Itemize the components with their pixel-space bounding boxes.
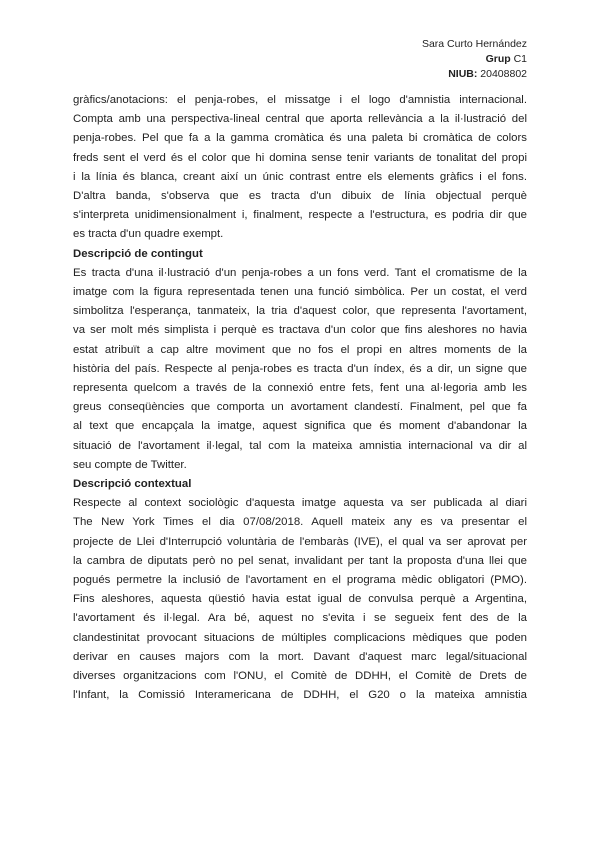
paragraph-contextual-description	[73, 494, 527, 705]
text-line: la cambra de diputats però no pel senat, invalidant per tant la proposta d'una llei que	[73, 554, 527, 567]
text-line: va ser molt més simplista i perquè es tractava d'un color que fins aleshores no havia	[73, 324, 527, 337]
text-line: l'avortament és il·legal. Ara bé, aquest no s'evita i se segueix fent des de la	[73, 612, 527, 625]
text-line: al text que encapçala la imatge, aquest significa que és moment d'abandonar la	[73, 420, 527, 433]
text-line: The New York Times el dia 07/08/2018. Aquell mateix any es va presentar el	[73, 516, 527, 529]
text-line: l'Infant, la Comissió Interamericana de DDHH, el G20 o la mateixa amnistia	[73, 689, 527, 702]
niub-line	[422, 67, 527, 82]
niub-value: 20408802	[477, 68, 527, 80]
group-value: C1	[510, 53, 527, 65]
text-line: Respecte al context sociològic d'aquesta imatge aquesta va ser publicada al diari	[73, 497, 527, 510]
text-line: gràfics/anotacions: el penja-robes, el missatge i el logo d'amnistia internacional.	[73, 94, 527, 106]
text-line: simbolitza l'esperança, tanmateix, la tria d'aquest color, que representa l'avortament,	[73, 305, 527, 318]
text-line: diverses organitzacions com l'ONU, el Comitè de DDHH, el Comitè de Drets de	[73, 670, 527, 683]
text-line: estat atribuït a cap altre moviment que no fos el propi en altres moments de la	[73, 343, 527, 356]
heading-content-description: Descripció de contingut	[73, 247, 203, 260]
text-line: projecte de Llei d'Interrupció voluntària de l'embaràs (IVE), el qual va ser aprovat per	[73, 535, 527, 548]
text-line: Es tracta d'una il·lustració d'un penja-robes a un fons verd. Tant el cromatisme de la	[73, 266, 527, 279]
niub-label: NIUB:	[448, 68, 478, 80]
text-line: clandestinitat provocant situacions de múltiples complicacions mèdiques que poden	[73, 631, 527, 644]
paragraph-content-description	[73, 264, 527, 475]
text-line: penja-robes. Pel que fa a la gamma cromàtica és una paleta bi cromàtica de colors	[73, 132, 527, 145]
paragraph-visual-analysis	[73, 91, 527, 245]
text-line: freds sent el verd és el color que hi domina sense tenir variants de tonalitat del propi	[73, 151, 527, 164]
text-line: seu compte de Twitter.	[73, 458, 187, 471]
text-line: imatge com la figura representada tenen una funció simbòlica. Per un costat, el verd	[73, 286, 527, 299]
page-header	[422, 37, 527, 82]
text-line: Fins aleshores, aquesta qüestió havia estat igual de convulsa perquè a Argentina,	[73, 593, 527, 606]
text-line: derivar en causes majors com la mort. Davant d'aquest marc legal/situacional	[73, 650, 527, 663]
text-line: s'interpreta unidimensionalment i, finalment, respecte a l'estructura, es podria dir que	[73, 209, 527, 222]
text-line: es tracta d'un quadre exempt.	[73, 228, 224, 241]
author-name: Sara Curto Hernández	[421, 38, 527, 50]
text-line: representa quelcom a través de la connexió entre fets, fent una al·legoria amb les	[73, 382, 527, 395]
text-line: Compta amb una perspectiva-lineal central que aporta rellevància a la il·lustració del	[73, 113, 527, 126]
text-line: i la línia és blanca, creant així un únic contrast entre els elements gràfics i el fons.	[73, 170, 527, 183]
group-line	[422, 52, 527, 67]
text-line: història del país. Respecte al penja-robes es tracta d'un índex, és a dir, un signe que	[73, 362, 527, 375]
text-line: situació de l'avortament il·legal, tal com la mateixa amnistia internacional va dir al	[73, 439, 527, 452]
text-line: D'altra banda, s'observa que es tracta d'un dibuix de línia objectual perquè	[73, 190, 527, 203]
group-label: Grup	[485, 53, 511, 65]
heading-contextual-description: Descripció contextual	[73, 478, 192, 491]
document-body	[73, 91, 527, 706]
text-line: pogués permetre la inclusió de l'avortament en el programa mèdic obligatori (PMO).	[73, 574, 527, 587]
text-line: greus conseqüències que comporta un avortament clandestí. Finalment, pel que fa	[73, 401, 527, 414]
